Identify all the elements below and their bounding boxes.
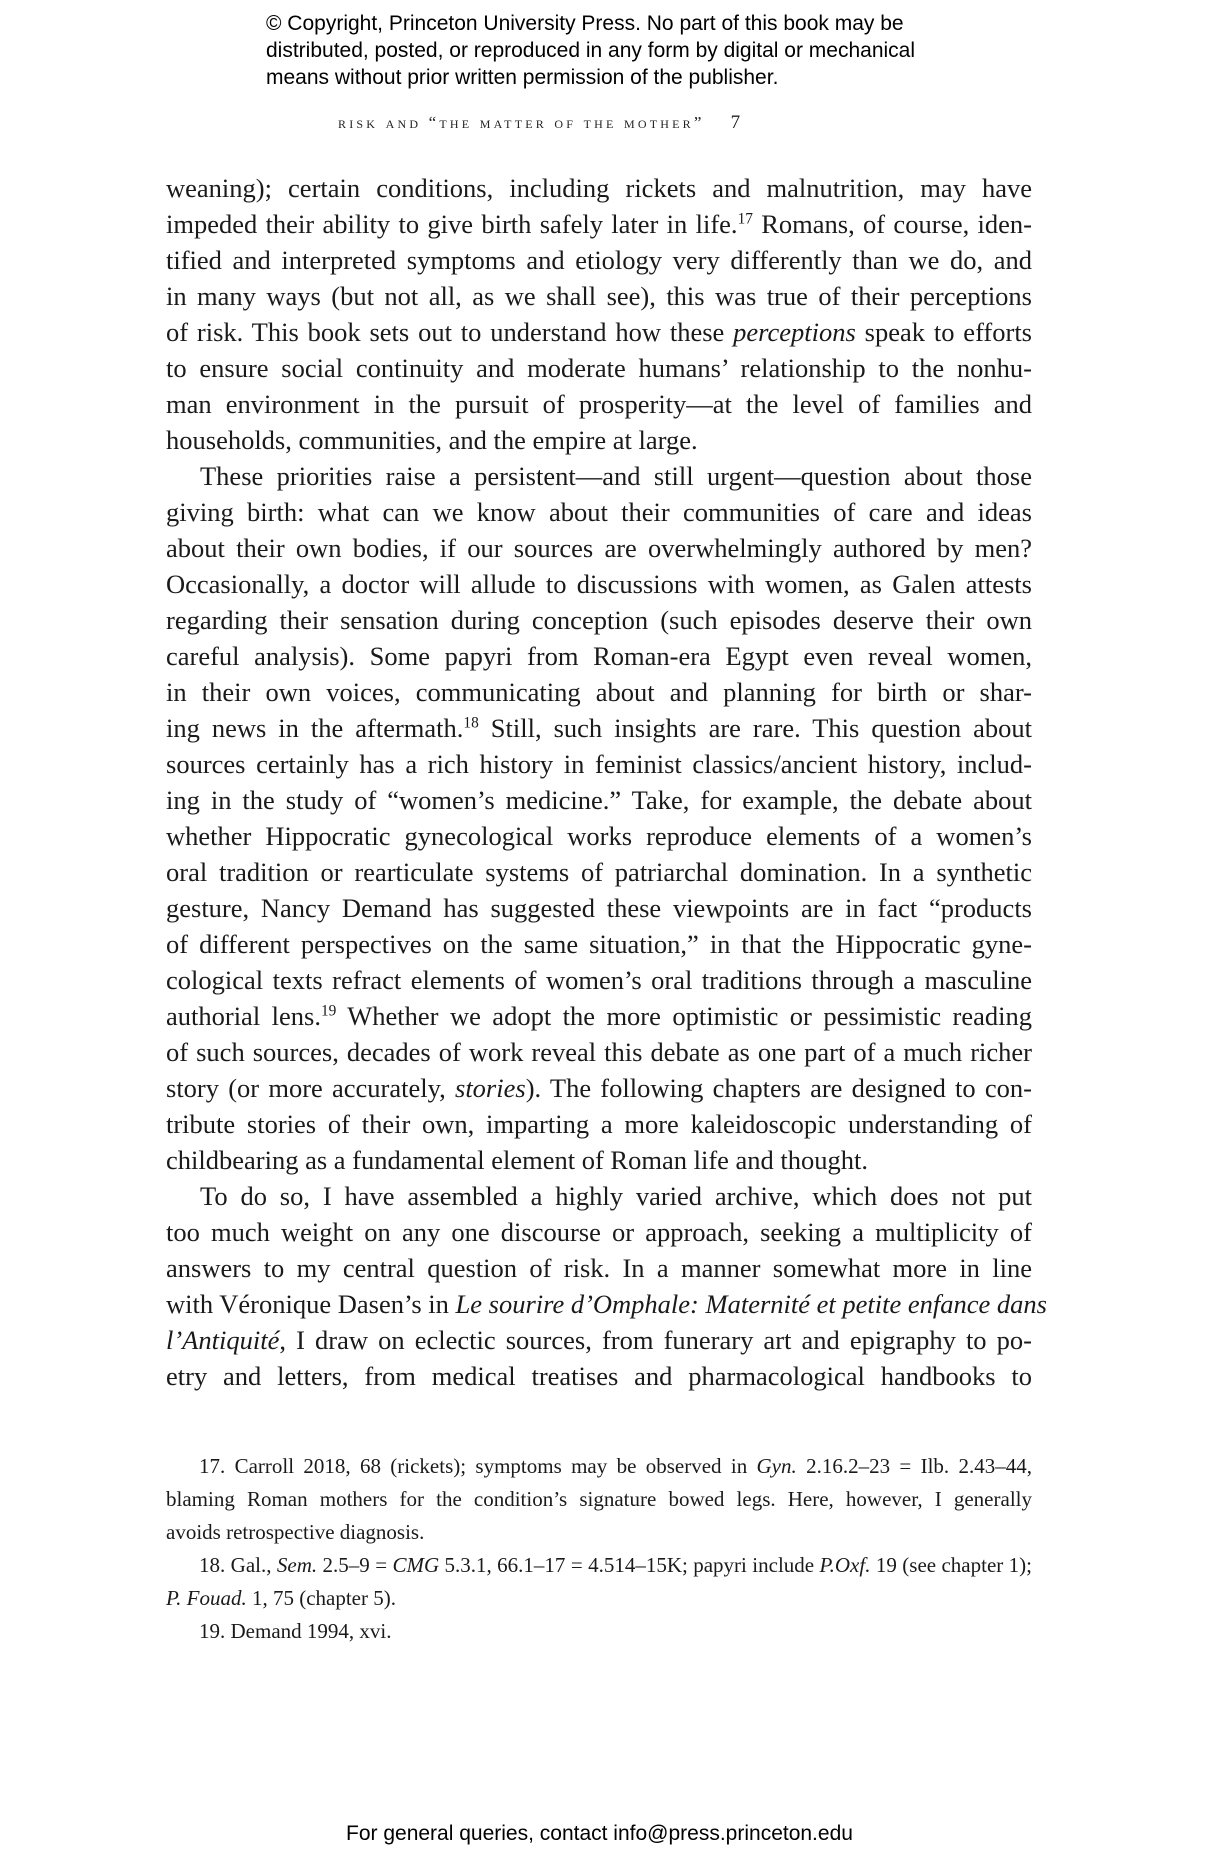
text-line: to ensure social continuity and moderate humans’ relationship to the nonhu- <box>166 353 1032 383</box>
copyright-line: distributed, posted, or reproduced in any form by digital or mechanical <box>266 39 916 62</box>
paragraph-1 <box>166 170 1032 458</box>
text-line: careful analysis). Some papyri from Roman-era Egypt even reveal women, <box>166 641 1032 671</box>
text-line: story (or more accurately, stories). The following chapters are designed to con- <box>166 1073 1032 1103</box>
text-line: To do so, I have assembled a highly varied archive, which does not put <box>200 1181 1032 1211</box>
footnote-line: blaming Roman mothers for the condition’s signature bowed legs. Here, however, I generally <box>166 1487 1032 1511</box>
text-line: cological texts refract elements of women’s oral traditions through a masculine <box>166 965 1032 995</box>
text-line: of different perspectives on the same situation,” in that the Hippocratic gyne- <box>166 929 1032 959</box>
text-line: too much weight on any one discourse or approach, seeking a multiplicity of <box>166 1217 1032 1247</box>
text-line: l’Antiquité, I draw on eclectic sources, from funerary art and epigraphy to po- <box>166 1325 1032 1355</box>
text-line: oral tradition or rearticulate systems of patriarchal domination. In a synthetic <box>166 857 1032 887</box>
text-line: with Véronique Dasen’s in Le sourire d’Omphale: Maternité et petite enfance dans <box>166 1289 1047 1319</box>
footnote-ref-17[interactable]: 17 <box>737 210 753 228</box>
footnote-line: 19. Demand 1994, xvi. <box>199 1619 392 1643</box>
text-line: regarding their sensation during conception (such episodes deserve their own <box>166 605 1032 635</box>
text-line: Occasionally, a doctor will allude to discussions with women, as Galen attests <box>166 569 1032 599</box>
text-line: households, communities, and the empire at large. <box>166 425 698 455</box>
footnote-line: P. Fouad. 1, 75 (chapter 5). <box>166 1586 396 1610</box>
text-line: in many ways (but not all, as we shall see), this was true of their perceptions <box>166 281 1032 311</box>
footnote-18 <box>166 1549 1032 1615</box>
paragraph-3 <box>166 1178 1047 1394</box>
copyright-notice <box>266 10 1026 91</box>
text-line: These priorities raise a persistent—and still urgent—question about those <box>200 461 1032 491</box>
text-line: ing in the study of “women’s medicine.” Take, for example, the debate about <box>166 785 1032 815</box>
text-line: weaning); certain conditions, including rickets and malnutrition, may have <box>166 173 1032 203</box>
text-line: ing news in the aftermath.$^{18}$ Still, such insights are rare. This question about <box>166 713 1032 743</box>
text-line: man environment in the pursuit of prosperity—at the level of families and <box>166 389 1032 419</box>
footnote-17 <box>166 1450 1032 1549</box>
text-line: of such sources, decades of work reveal this debate as one part of a much richer <box>166 1037 1032 1067</box>
text-line: about their own bodies, if our sources are overwhelmingly authored by men? <box>166 533 1032 563</box>
footer-contact: For general queries, contact info@press.princeton.edu <box>346 1822 853 1845</box>
text-line: of risk. This book sets out to understand how these perceptions speak to efforts <box>166 317 1032 347</box>
footnotes <box>166 1450 1032 1648</box>
copyright-line: means without prior written permission of the publisher. <box>266 66 779 89</box>
text-line: giving birth: what can we know about their communities of care and ideas <box>166 497 1032 527</box>
footnote-line: avoids retrospective diagnosis. <box>166 1520 425 1544</box>
text-line: tified and interpreted symptoms and etiology very differently than we do, and <box>166 245 1032 275</box>
text-line: impeded their ability to give birth safely later in life.$^{17}$ Romans, of course, iden- <box>166 209 1032 239</box>
footnote-line: 17. Carroll 2018, 68 (rickets); symptoms may be observed in Gyn. 2.16.2–23 = Ilb. 2.43–44, <box>199 1454 1032 1478</box>
text-line: etry and letters, from medical treatises and pharmacological handbooks to <box>166 1361 1032 1391</box>
text-line: gesture, Nancy Demand has suggested these viewpoints are in fact “products <box>166 893 1032 923</box>
footnote-ref-19[interactable]: 19 <box>320 1002 337 1020</box>
text-line: answers to my central question of risk. In a manner somewhat more in line <box>166 1253 1032 1283</box>
text-line: authorial lens.$^{19}$ Whether we adopt the more optimistic or pessimistic reading <box>166 1001 1033 1031</box>
page-number: 7 <box>730 112 741 133</box>
footnote-line: 18. Gal., Sem. 2.5–9 = CMG 5.3.1, 66.1–17 = 4.514–15K; papyri include P.Oxf. 19 (see chapter 1); <box>199 1553 1033 1577</box>
footnote-19 <box>166 1615 1032 1648</box>
text-line: tribute stories of their own, imparting a more kaleidoscopic understanding of <box>166 1109 1032 1139</box>
paragraph-2 <box>166 458 1032 1178</box>
running-head-title: risk and “the matter of the mother” <box>338 113 705 132</box>
text-line: whether Hippocratic gynecological works reproduce elements of a women’s <box>166 821 1032 851</box>
copyright-line: © Copyright, Princeton University Press. No part of this book may be <box>266 12 904 35</box>
text-line: in their own voices, communicating about and planning for birth or shar- <box>166 677 1032 707</box>
running-head <box>338 112 740 134</box>
text-line: sources certainly has a rich history in feminist classics/ancient history, includ- <box>166 749 1032 779</box>
text-line: childbearing as a fundamental element of Roman life and thought. <box>166 1145 869 1175</box>
footnote-ref-18[interactable]: 18 <box>463 714 479 732</box>
body-text <box>166 170 1047 1394</box>
